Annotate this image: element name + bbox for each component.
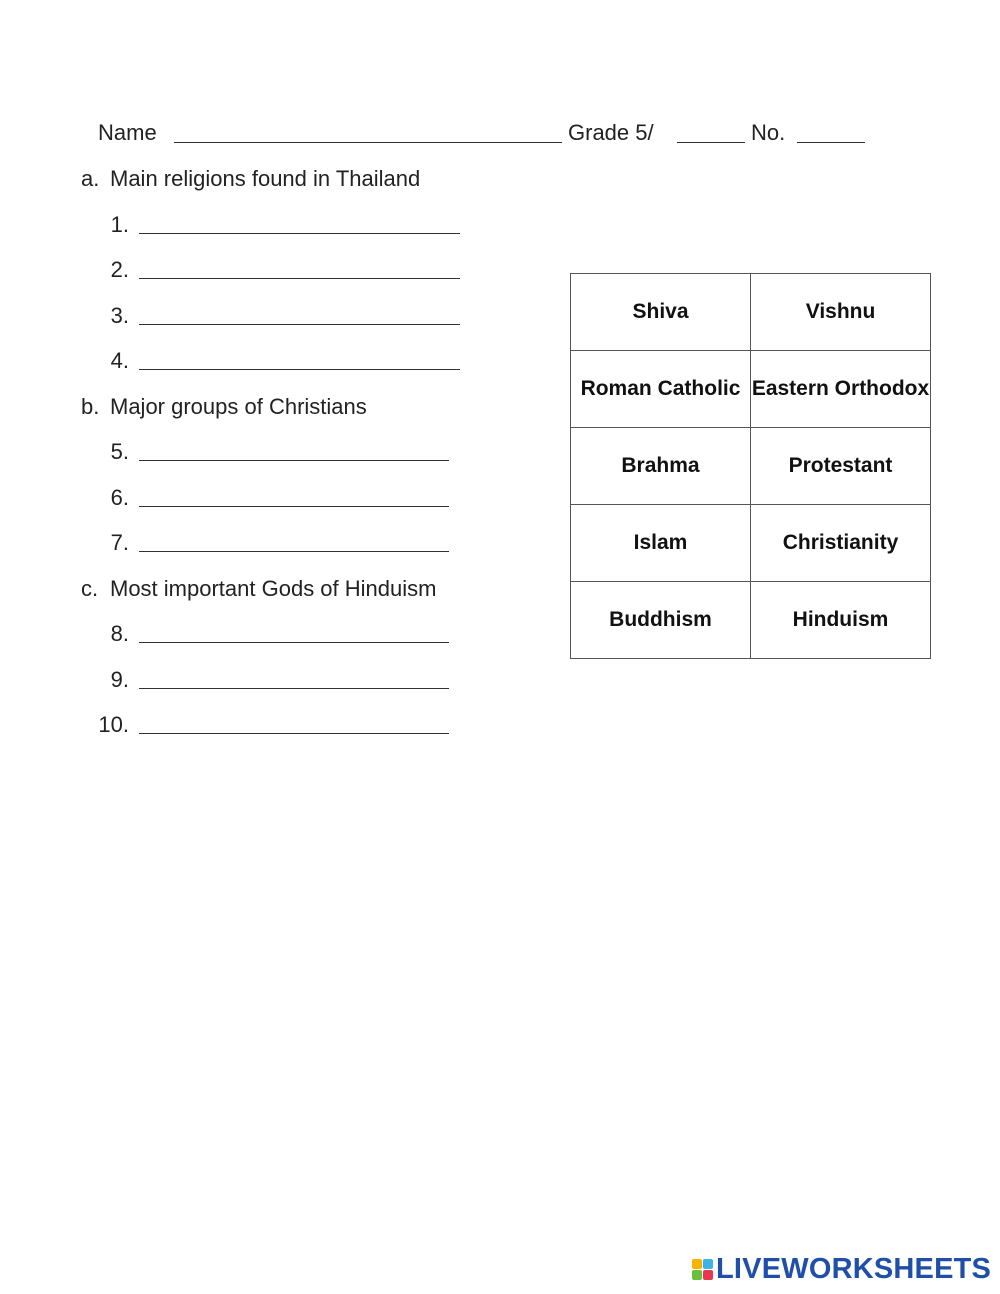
word-bank-cell: Shiva [571, 274, 751, 351]
answer-field-10[interactable] [139, 733, 449, 734]
word-bank-row [571, 351, 931, 428]
number-label: No. [751, 120, 786, 145]
item-number: 4. [110, 348, 129, 373]
item-number: 9. [110, 667, 129, 692]
logo-text: LIVEWORKSHEETS [716, 1252, 992, 1285]
word-bank-cell: Hinduism [751, 582, 931, 659]
logo-mark-icon [692, 1259, 713, 1280]
item-number: 6. [110, 485, 129, 510]
item-number: 3. [110, 303, 129, 328]
item-number: 1. [110, 212, 129, 237]
word-bank-cell: Eastern Orthodox [751, 351, 931, 428]
grade-label: Grade 5/ [568, 120, 654, 145]
logo-square [703, 1270, 713, 1280]
word-bank-row [571, 428, 931, 505]
item-number: 8. [110, 621, 129, 646]
answer-field-8[interactable] [139, 642, 449, 643]
section-b-heading [81, 394, 367, 420]
answer-field-2[interactable] [139, 278, 460, 279]
section-a-heading [81, 166, 420, 192]
word-bank-cell: Islam [571, 505, 751, 582]
answer-field-9[interactable] [139, 688, 449, 689]
section-title: Most important Gods of Hinduism [110, 576, 437, 601]
grade-field[interactable] [677, 142, 745, 143]
word-bank-cell: Roman Catholic [571, 351, 751, 428]
section-letter: c. [81, 576, 99, 601]
answer-field-3[interactable] [139, 324, 460, 325]
answer-field-6[interactable] [139, 506, 449, 507]
name-label: Name [98, 120, 157, 145]
word-bank-cell: Vishnu [751, 274, 931, 351]
word-bank-cell: Christianity [751, 505, 931, 582]
liveworksheets-logo [692, 1253, 991, 1285]
answer-field-5[interactable] [139, 460, 449, 461]
word-bank-row [571, 274, 931, 351]
word-bank-cell: Protestant [751, 428, 931, 505]
item-number: 5. [110, 439, 129, 464]
section-letter: a. [81, 166, 100, 191]
item-number: 2. [110, 257, 129, 282]
logo-square [692, 1270, 702, 1280]
word-bank-table [570, 273, 931, 659]
word-bank-cell: Buddhism [571, 582, 751, 659]
number-field[interactable] [797, 142, 865, 143]
answer-field-4[interactable] [139, 369, 460, 370]
section-title: Main religions found in Thailand [110, 166, 421, 191]
section-c-heading [81, 576, 436, 602]
word-bank-row [571, 505, 931, 582]
item-number: 10. [98, 712, 129, 737]
section-title: Major groups of Christians [110, 394, 367, 419]
answer-field-7[interactable] [139, 551, 449, 552]
section-letter: b. [81, 394, 100, 419]
name-field[interactable] [174, 142, 562, 143]
answer-field-1[interactable] [139, 233, 460, 234]
logo-square [692, 1259, 702, 1269]
item-number: 7. [110, 530, 129, 555]
word-bank-row [571, 582, 931, 659]
logo-square [703, 1259, 713, 1269]
word-bank-cell: Brahma [571, 428, 751, 505]
